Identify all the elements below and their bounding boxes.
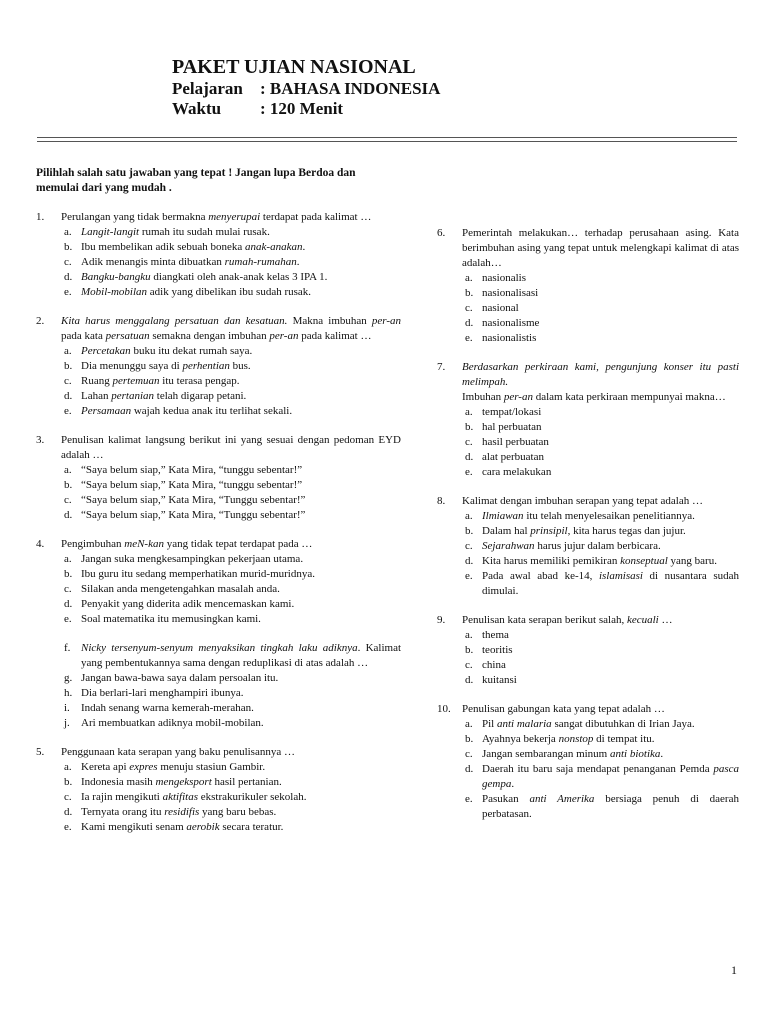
option-a: a. Pil anti malaria sangat dibutuhkan di Irian Jaya. (465, 718, 695, 730)
question-number: 9. (437, 614, 446, 626)
option-a: a. Jangan suka mengkesampingkan pekerjaan utama. (64, 553, 304, 565)
question-1 (36, 210, 401, 300)
option-b: b. Ibu membelikan adik sebuah boneka anak-anakan. (64, 241, 306, 253)
option-b: b. hal perbuatan (465, 421, 542, 433)
question-stem: Kita harus menggalang persatuan dan kesatuan. Makna imbuhan per-an pada kata persatuan semakna dengan imbuhan per-an pada kalimat … (61, 315, 401, 342)
question-number: 1. (36, 211, 45, 223)
question-10 (437, 702, 739, 822)
option-d: d. Daerah itu baru saja mendapat penanganan Pemda pasca gempa. (465, 763, 739, 790)
option-c: c. Ia rajin mengikuti aktifitas ekstrakurikuler sekolah. (64, 791, 307, 803)
option-c: c. Adik menangis minta dibuatkan rumah-rumahan. (64, 256, 300, 268)
page-number: 1 (731, 963, 737, 977)
option-e: e. Pasukan anti Amerika bersiaga penuh di daerah perbatasan. (465, 793, 739, 820)
option-j: j. Ari membuatkan adiknya mobil-mobilan. (64, 717, 264, 729)
option-a: a. Ilmiawan itu telah menyelesaikan penelitiannya. (465, 510, 695, 522)
instruction: Pilihlah salah satu jawaban yang tepat ! Jangan lupa Berdoa dan memulai dari yang mudah . (36, 167, 356, 194)
option-c: c. Silakan anda mengetengahkan masalah anda. (64, 583, 280, 595)
option-e: e. Kami mengikuti senam aerobik secara teratur. (64, 821, 284, 833)
subject-row (172, 79, 440, 99)
option-f: f. Nicky tersenyum-senyum menyaksikan tingkah laku adiknya. Kalimat yang pembentukannya sama dengan reduplikasi di atas adalah … (64, 642, 402, 669)
time-label: Waktu (172, 99, 222, 118)
question-number: 2. (36, 315, 45, 327)
option-d: d. Penyakit yang diderita adik mencemaskan kami. (64, 598, 295, 610)
divider-bottom (37, 141, 737, 142)
question-stem: Penulisan gabungan kata yang tepat adalah … (462, 703, 665, 715)
option-d: d. Kita harus memiliki pemikiran konseptual yang baru. (465, 555, 717, 567)
question-number: 10. (437, 703, 451, 715)
option-e: e. Mobil-mobilan adik yang dibelikan ibu sudah rusak. (64, 286, 312, 298)
option-b: b. Ibu guru itu sedang memperhatikan murid-muridnya. (64, 568, 315, 580)
option-c: c. hasil perbuatan (465, 436, 549, 448)
option-c: c. nasional (465, 302, 519, 314)
option-d: d. kuitansi (465, 674, 517, 686)
option-d: d. alat perbuatan (465, 451, 544, 463)
option-d: d. nasionalisme (465, 317, 540, 329)
option-c: c. Sejarahwan harus jujur dalam berbicara. (465, 540, 661, 552)
divider-top (37, 137, 737, 138)
question-number: 6. (437, 227, 446, 239)
option-b: b. “Saya belum siap,” Kata Mira, “tunggu sebentar!” (64, 479, 303, 491)
question-3 (36, 433, 401, 523)
question-9 (437, 613, 739, 688)
option-c: c. china (465, 659, 506, 671)
option-d: d. Ternyata orang itu residifis yang baru bebas. (64, 806, 277, 818)
question-stem-2: Imbuhan per-an dalam kata perkiraan mempunyai makna… (462, 391, 726, 403)
question-stem: Berdasarkan perkiraan kami, pengunjung konser itu pasti melimpah. (462, 361, 739, 388)
option-a: a. nasionalis (465, 272, 526, 284)
option-d: d. Bangku-bangku diangkati oleh anak-anak kelas 3 IPA 1. (64, 271, 328, 283)
option-e: e. Soal matematika itu memusingkan kami. (64, 613, 261, 625)
question-number: 3. (36, 434, 45, 446)
time-value: : 120 Menit (260, 99, 344, 118)
option-c: c. “Saya belum siap,” Kata Mira, “Tunggu sebentar!” (64, 494, 306, 506)
question-7 (437, 360, 739, 480)
question-stem: Kalimat dengan imbuhan serapan yang tepat adalah … (462, 495, 703, 507)
exam-title: PAKET UJIAN NASIONAL (172, 56, 416, 78)
option-b: b. Dalam hal prinsipil, kita harus tegas dan jujur. (465, 525, 686, 537)
question-4 (36, 537, 401, 731)
question-stem: Perulangan yang tidak bermakna menyerupai terdapat pada kalimat … (61, 211, 372, 223)
option-i: i. Indah senang warna kemerah-merahan. (64, 702, 254, 714)
question-stem: Penulisan kata serapan berikut salah, kecuali … (462, 614, 673, 626)
question-stem: Pengimbuhan meN-kan yang tidak tepat terdapat pada … (61, 538, 313, 550)
option-b: b. Indonesia masih mengeksport hasil pertanian. (64, 776, 282, 788)
option-e: e. Persamaan wajah kedua anak itu terlihat sekali. (64, 405, 293, 417)
question-5 (36, 745, 401, 835)
question-number: 5. (36, 746, 45, 758)
option-d: d. “Saya belum siap,” Kata Mira, “Tunggu sebentar!” (64, 509, 306, 521)
option-a: a. Langit-langit rumah itu sudah mulai rusak. (64, 226, 270, 238)
subject-value: : BAHASA INDONESIA (260, 79, 441, 98)
question-stem: Penulisan kalimat langsung berikut ini yang sesuai dengan pedoman EYD adalah … (61, 434, 401, 461)
option-a: a. Kereta api expres menuju stasiun Gambir. (64, 761, 266, 773)
option-a: a. thema (465, 629, 509, 641)
option-b: b. nasionalisasi (465, 287, 539, 299)
option-b: b. Ayahnya bekerja nonstop di tempat itu. (465, 733, 655, 745)
left-column (36, 210, 401, 849)
question-8 (437, 494, 739, 599)
time-row (172, 99, 440, 119)
question-number: 4. (36, 538, 45, 550)
question-stem: Pemerintah melakukan… terhadap perusahaan asing. Kata berimbuhan asing yang tepat untuk melengkapi kalimat di atas adalah… (462, 227, 739, 269)
option-g: g. Jangan bawa-bawa saya dalam persoalan itu. (64, 672, 279, 684)
question-2 (36, 314, 401, 419)
option-e: e. nasionalistis (465, 332, 537, 344)
option-e: e. cara melakukan (465, 466, 552, 478)
subject-label: Pelajaran (172, 79, 243, 98)
question-number: 7. (437, 361, 446, 373)
option-b: b. Dia menunggu saya di perhentian bus. (64, 360, 251, 372)
question-6 (437, 226, 739, 346)
exam-header (172, 55, 440, 119)
option-d: d. Lahan pertanian telah digarap petani. (64, 390, 247, 402)
option-e: e. Pada awal abad ke-14, islamisasi di nusantara sudah dimulai. (465, 570, 739, 597)
option-h: h. Dia berlari-lari menghampiri ibunya. (64, 687, 244, 699)
option-b: b. teoritis (465, 644, 513, 656)
option-c: c. Ruang pertemuan itu terasa pengap. (64, 375, 240, 387)
question-number: 8. (437, 495, 446, 507)
option-a: a. “Saya belum siap,” Kata Mira, “tunggu sebentar!” (64, 464, 303, 476)
option-a: a. tempat/lokasi (465, 406, 542, 418)
question-stem: Penggunaan kata serapan yang baku penulisannya … (61, 746, 295, 758)
option-c: c. Jangan sembarangan minum anti biotika. (465, 748, 664, 760)
option-a: a. Percetakan buku itu dekat rumah saya. (64, 345, 253, 357)
right-column (437, 226, 739, 836)
